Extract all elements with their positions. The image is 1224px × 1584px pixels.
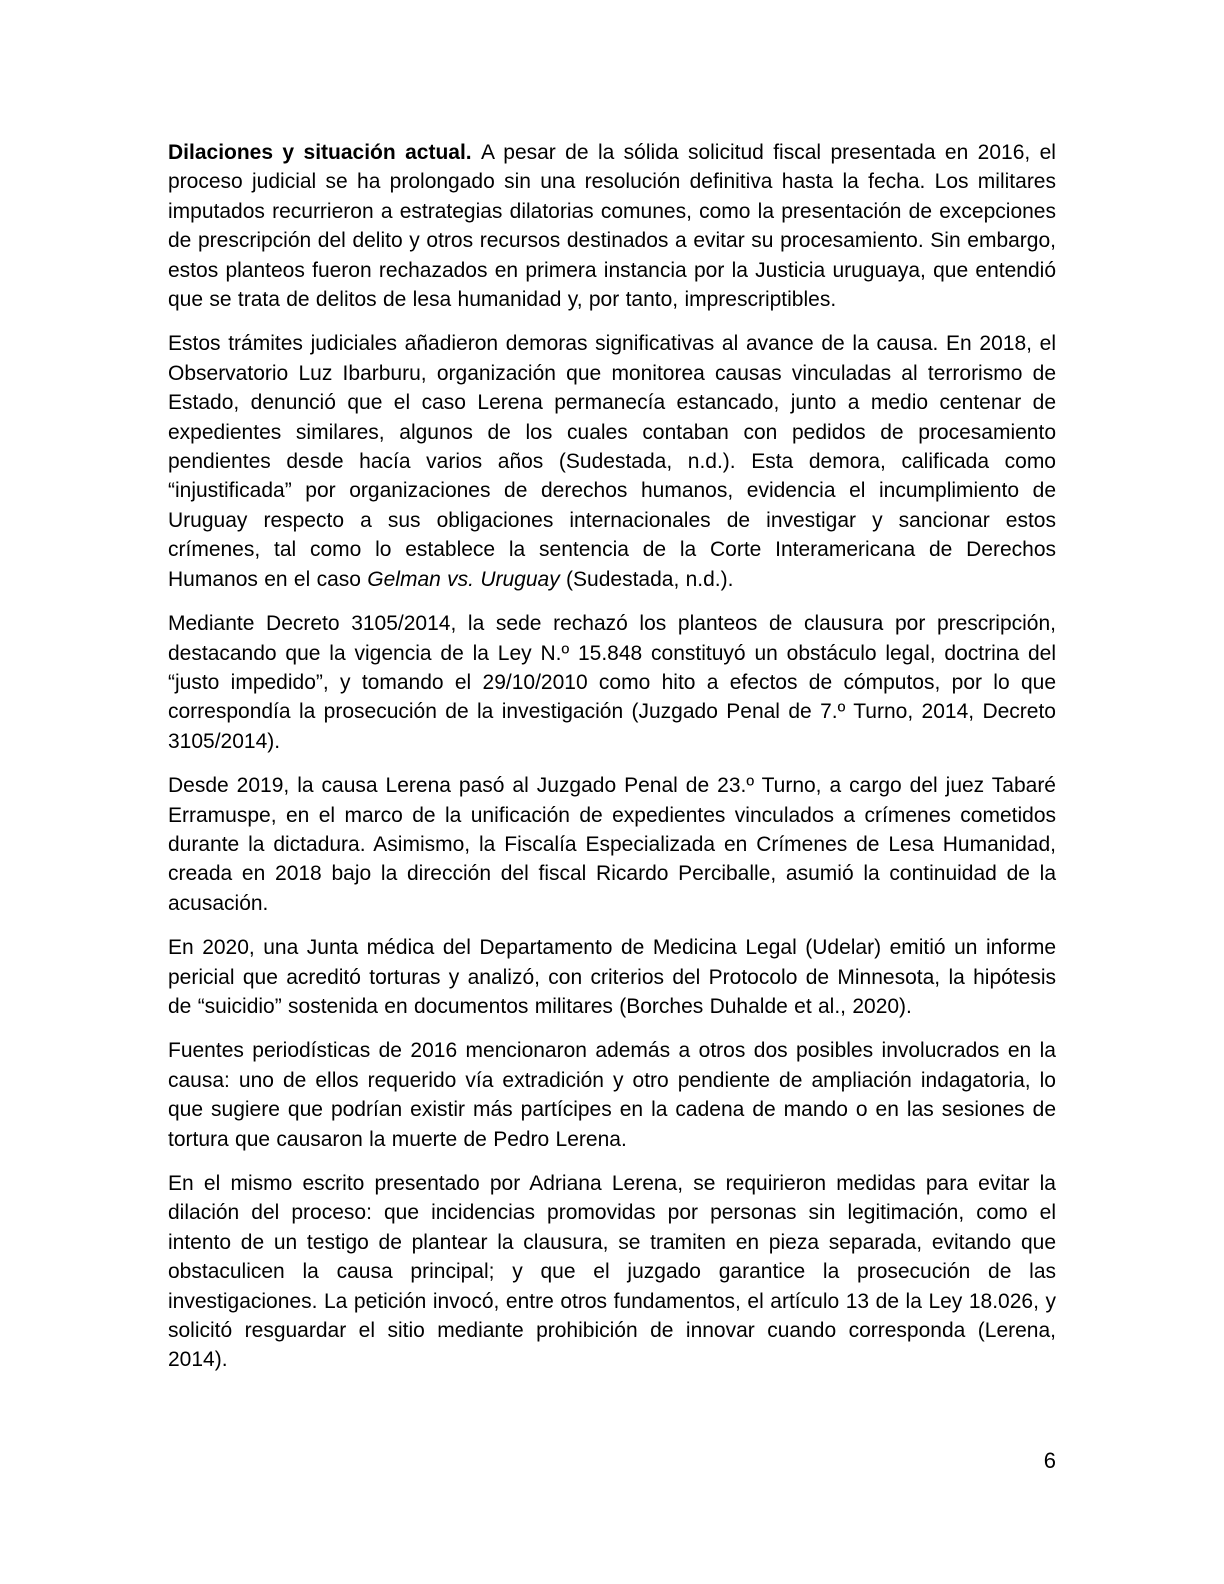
page-number: 6 <box>1043 1448 1056 1473</box>
text-run: Fuentes periodísticas de 2016 mencionaron además a otros dos posibles involucrados en la causa: uno de ellos requerido vía extradición y otro pendiente de ampliación indagatoria, lo que sugiere que podrían existir más partícipes en la cadena de mando o en las sesiones de tortura que causaron la muerte de Pedro Lerena. <box>168 1039 1056 1151</box>
text-run: En 2020, una Junta médica del Departamento de Medicina Legal (Udelar) emitió un informe pericial que acreditó torturas y analizó, con criterios del Protocolo de Minnesota, la hipótesis de “suicidio” sostenida en documentos militares (Borches Duhalde et al., 2020). <box>168 936 1056 1018</box>
paragraph <box>168 329 1056 594</box>
paragraph <box>168 771 1056 918</box>
document-body <box>168 138 1056 1390</box>
text-run: Mediante Decreto 3105/2014, la sede rechazó los planteos de clausura por prescripción, destacando que la vigencia de la Ley N.º 15.848 constituyó un obstáculo legal, doctrina del “justo impedido”, y tomando el 29/10/2010 como hito a efectos de cómputos, por lo que correspondía la prosecución de la investigación (Juzgado Penal de 7.º Turno, 2014, Decreto 3105/2014). <box>168 612 1056 753</box>
paragraph <box>168 1169 1056 1375</box>
text-run: A pesar de la sólida solicitud fiscal presentada en 2016, el proceso judicial se ha prolongado sin una resolución definitiva hasta la fecha. Los militares imputados recurrieron a estrategias dilatorias comunes, como la presentación de excepciones de prescripción del delito y otros recursos destinados a evitar su procesamiento. Sin embargo, estos planteos fueron rechazados en primera instancia por la Justicia uruguaya, que entendió que se trata de delitos de lesa humanidad y, por tanto, imprescriptibles. <box>168 141 1056 312</box>
text-run: En el mismo escrito presentado por Adriana Lerena, se requirieron medidas para evitar la dilación del proceso: que incidencias promovidas por personas sin legitimación, como el intento de un testigo de plantear la clausura, se tramiten en pieza separada, evitando que obstaculicen la causa principal; y que el juzgado garantice la prosecución de las investigaciones. La petición invocó, entre otros fundamentos, el artículo 13 de la Ley 18.026, y solicitó resguardar el sitio mediante prohibición de innovar cuando corresponda (Lerena, 2014). <box>168 1172 1056 1372</box>
text-run: Gelman vs. Uruguay <box>367 567 560 591</box>
text-run: Desde 2019, la causa Lerena pasó al Juzgado Penal de 23.º Turno, a cargo del juez Tabaré Erramuspe, en el marco de la unificación de expedientes vinculados a crímenes cometidos durante la dictadura. Asimismo, la Fiscalía Especializada en Crímenes de Lesa Humanidad, creada en 2018 bajo la dirección del fiscal Ricardo Perciballe, asumió la continuidad de la acusación. <box>168 774 1056 915</box>
paragraph <box>168 609 1056 756</box>
text-run: Estos trámites judiciales añadieron demoras significativas al avance de la causa. En 2018, el Observatorio Luz Ibarburu, organización que monitorea causas vinculadas al terrorismo de Estado, denunció que el caso Lerena permanecía estancado, junto a medio centenar de expedientes similares, algunos de los cuales contaban con pedidos de procesamiento pendientes desde hacía varios años (Sudestada, n.d.). Esta demora, calificada como “injustificada” por organizaciones de derechos humanos, evidencia el incumplimiento de Uruguay respecto a sus obligaciones internacionales de investigar y sancionar estos crímenes, tal como lo establece la sentencia de la Corte Interamericana de Derechos Humanos en el caso <box>168 332 1056 591</box>
text-run: Dilaciones y situación actual. <box>168 141 482 164</box>
text-run: (Sudestada, n.d.). <box>559 567 734 591</box>
paragraph <box>168 933 1056 1021</box>
paragraph <box>168 1036 1056 1154</box>
paragraph <box>168 138 1056 314</box>
